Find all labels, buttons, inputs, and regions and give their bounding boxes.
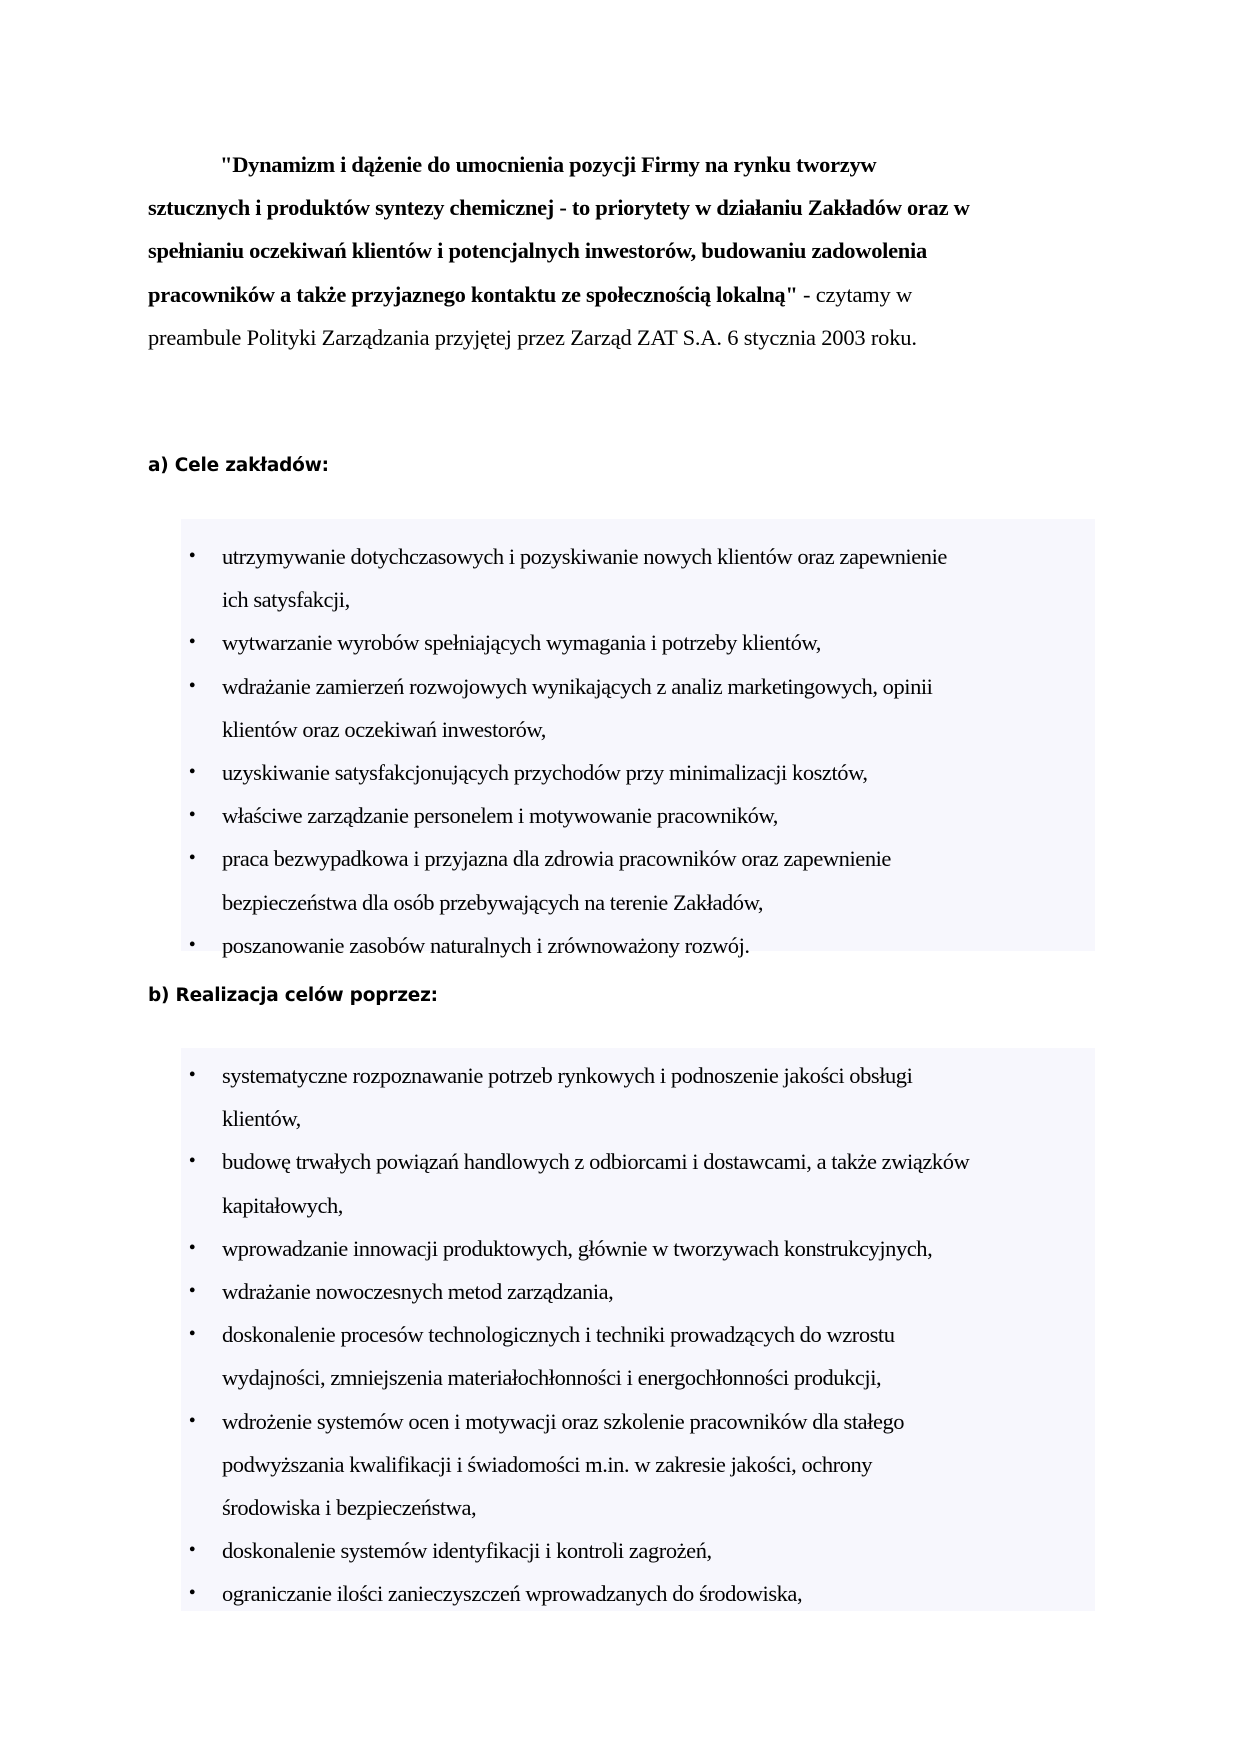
bullet-icon: •: [188, 761, 196, 784]
goals-list-box: [181, 519, 1095, 958]
intro-line: [148, 186, 1108, 229]
implementation-list-box: [181, 1048, 1095, 1611]
section-heading-goals: a) Cele zakładów:: [148, 455, 329, 476]
list-item: [181, 1572, 969, 1615]
list-item: [181, 621, 947, 664]
list-item-text: systematyczne rozpoznawanie potrzeb rynkowych i podnoszenie jakości obsługi: [222, 1063, 913, 1088]
bullet-icon: •: [188, 631, 196, 654]
intro-line: [148, 316, 1108, 359]
list-item: [181, 1270, 969, 1313]
list-item-text: podwyższania kwalifikacji i świadomości m.in. w zakresie jakości, ochrony: [222, 1451, 873, 1477]
list-item-text: wydajności, zmniejszenia materiałochłonności i energochłonności produkcji,: [222, 1365, 882, 1391]
intro-line: [148, 229, 1108, 272]
list-item: [181, 794, 947, 837]
list-item: [181, 1313, 969, 1399]
list-item-text: wdrażanie nowoczesnych metod zarządzania,: [222, 1279, 614, 1305]
list-item-text: doskonalenie systemów identyfikacji i kontroli zagrożeń,: [222, 1538, 712, 1564]
list-item-text: wdrożenie systemów ocen i motywacji oraz szkolenie pracowników dla stałego: [222, 1408, 905, 1434]
intro-quote-text: pracowników a także przyjaznego kontaktu ze społecznością lokalną": [148, 281, 798, 307]
list-item-text: środowiska i bezpieczeństwa,: [222, 1495, 477, 1521]
list-item: [181, 665, 947, 751]
list-item-text: wdrażanie zamierzeń rozwojowych wynikających z analiz marketingowych, opinii: [222, 673, 933, 699]
intro-quote-text: spełnianiu oczekiwań klientów i potencjalnych inwestorów, budowaniu zadowolenia: [148, 238, 927, 264]
list-item-text: uzyskiwanie satysfakcjonujących przychodów przy minimalizacji kosztów,: [222, 760, 868, 786]
list-item-text: doskonalenie procesów technologicznych i techniki prowadzących do wzrostu: [222, 1322, 895, 1348]
bullet-icon: •: [188, 1323, 196, 1346]
list-item-text: praca bezwypadkowa i przyjazna dla zdrowia pracowników oraz zapewnienie: [222, 846, 891, 872]
list-item: [181, 1054, 969, 1140]
intro-text: - czytamy w: [797, 281, 912, 307]
list-item: [181, 924, 947, 967]
list-item-text: budowę trwałych powiązań handlowych z odbiorcami i dostawcami, a także związków: [222, 1149, 970, 1175]
implementation-list: [181, 1054, 969, 1616]
bullet-icon: •: [188, 804, 196, 827]
list-item: [181, 751, 947, 794]
intro-text: preambule Polityki Zarządzania przyjętej przez Zarząd ZAT S.A. 6 stycznia 2003 roku.: [148, 324, 917, 350]
list-item: [181, 1140, 969, 1226]
intro-quote-text: "Dynamizm i dążenie do umocnienia pozycji Firmy na rynku tworzyw: [220, 152, 877, 177]
list-item: [181, 535, 947, 621]
list-item-text: klientów oraz oczekiwań inwestorów,: [222, 716, 546, 742]
section-heading-implementation: b) Realizacja celów poprzez:: [148, 985, 438, 1006]
list-item-text: poszanowanie zasobów naturalnych i zrównoważony rozwój.: [222, 932, 750, 958]
bullet-icon: •: [188, 1236, 196, 1259]
intro-line: [148, 273, 1108, 316]
intro-line: [148, 143, 1108, 186]
bullet-icon: •: [188, 674, 196, 697]
list-item-text: ich satysfakcji,: [222, 587, 350, 613]
bullet-icon: •: [188, 1064, 196, 1086]
list-item-text: kapitałowych,: [222, 1192, 343, 1218]
bullet-icon: •: [188, 1409, 196, 1432]
list-item-text: właściwe zarządzanie personelem i motywowanie pracowników,: [222, 803, 778, 829]
list-item-text: wytwarzanie wyrobów spełniających wymagania i potrzeby klientów,: [222, 630, 821, 656]
intro-quote-text: sztucznych i produktów syntezy chemicznej - to priorytety w działaniu Zakładów oraz w: [148, 195, 970, 221]
list-item-text: wprowadzanie innowacji produktowych, głównie w tworzywach konstrukcyjnych,: [222, 1235, 933, 1261]
bullet-icon: •: [188, 545, 196, 567]
bullet-icon: •: [188, 1280, 196, 1303]
list-item: [181, 837, 947, 923]
list-item: [181, 1400, 969, 1530]
list-item-text: klientów,: [222, 1106, 301, 1132]
bullet-icon: •: [188, 847, 196, 870]
list-item: [181, 1227, 969, 1270]
bullet-icon: •: [188, 1582, 196, 1605]
goals-list: [181, 535, 947, 967]
list-item-text: ograniczanie ilości zanieczyszczeń wprowadzanych do środowiska,: [222, 1581, 803, 1607]
bullet-icon: •: [188, 1539, 196, 1562]
bullet-icon: •: [188, 933, 196, 956]
bullet-icon: •: [188, 1150, 196, 1173]
intro-paragraph: [148, 143, 1108, 359]
list-item-text: bezpieczeństwa dla osób przebywających na terenie Zakładów,: [222, 889, 764, 915]
list-item: [181, 1529, 969, 1572]
list-item-text: utrzymywanie dotychczasowych i pozyskiwanie nowych klientów oraz zapewnienie: [222, 544, 947, 569]
